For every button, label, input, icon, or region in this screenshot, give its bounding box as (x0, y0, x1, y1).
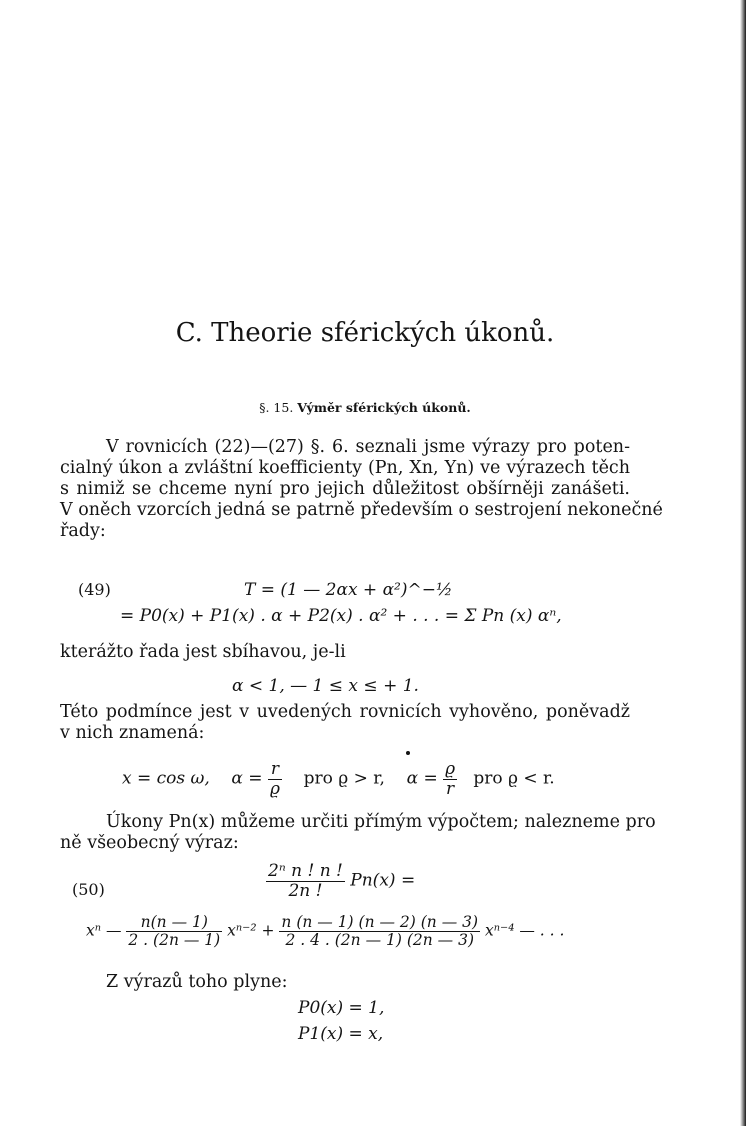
convergence-condition: α < 1, — 1 ≤ x ≤ + 1. (232, 676, 419, 696)
section-number: §. 15. (259, 400, 294, 415)
condition-text: pro ϱ < r. (473, 768, 555, 789)
equation-50-label: (50) (72, 880, 105, 899)
equation-50-lhs (266, 862, 415, 900)
equation-49-label: (49) (78, 580, 111, 599)
denominator: r (446, 778, 455, 799)
alpha-equals: α = (406, 768, 438, 789)
paragraph-direct (60, 812, 656, 854)
lhs-tail: Pn(x) = (350, 870, 416, 891)
text-line: v nich znamená: (60, 723, 205, 743)
term-1: xⁿ — (86, 921, 122, 940)
text-line: V oněch vzorcích jedná se patrně především o sestrojení nekonečné (60, 500, 663, 520)
text-line: cialný úkon a zvláštní koefficienty (Pn, Xn, Yn) ve výrazech těch (60, 458, 630, 478)
text-line: Této podmínce jest v uvedených rovnicích vyhověno, poněvadž (60, 702, 630, 722)
term-2: xⁿ⁻² + (227, 921, 275, 940)
numerator: 2ⁿ n ! n ! (268, 861, 343, 881)
result-p0: P0(x) = 1, (298, 998, 385, 1018)
term-3: xⁿ⁻⁴ — . . . (485, 921, 565, 940)
numerator: r (268, 760, 282, 780)
chapter-title: C. Theorie sférických úkonů. (175, 318, 555, 348)
text-line: kterážto řada jest sbíhavou, je-li (60, 642, 346, 662)
condition-text: pro ϱ > r, (303, 768, 385, 789)
text-line: řady: (60, 521, 106, 541)
paragraph-intro (60, 437, 663, 542)
section-title: Výměr sférických úkonů. (297, 400, 471, 415)
numerator: n(n — 1) (126, 914, 222, 932)
alpha-equals: α = (231, 768, 263, 789)
lhs-fraction (266, 862, 345, 900)
denominator: 2n ! (288, 880, 323, 901)
series-text (60, 642, 630, 663)
fraction-rho-over-r (443, 760, 457, 798)
page-edge-shadow (740, 0, 746, 1126)
fraction-r-over-rho (268, 760, 282, 798)
section-heading (0, 400, 730, 415)
numerator: n (n — 1) (n — 2) (n — 3) (281, 913, 479, 931)
coefficient-fraction-2 (279, 914, 480, 949)
denominator: 2 . (2n — 1) (128, 931, 221, 950)
text-line: Z výrazů toho plyne: (106, 972, 288, 992)
equation-49-line2: = P0(x) + P1(x) . α + P2(x) . α² + . . . = Σ Pn (x) αⁿ, (120, 606, 562, 626)
paragraph-condition (60, 702, 630, 744)
x-definition: x = cos ω, (122, 768, 210, 789)
text-line: Úkony Pn(x) můžeme určiti přímým výpočtem; nalezneme pro (106, 812, 656, 832)
text-line: V rovnicích (22)—(27) §. 6. seznali jsme výrazy pro poten- (106, 437, 630, 457)
follows-text (60, 972, 630, 993)
stray-dot (406, 751, 410, 755)
coefficient-fraction-1 (126, 914, 222, 949)
equation-49-line1: T = (1 — 2αx + α²)^−½ (244, 580, 453, 600)
denominator: 2 . 4 . (2n — 1) (2n — 3) (285, 931, 474, 950)
numerator: ϱ (445, 759, 456, 779)
text-line: s nimiž se chceme nyní pro jejich důležitost obšírněji zanášeti. (60, 479, 630, 499)
text-line: ně všeobecný výraz: (60, 833, 239, 853)
denominator: ϱ (269, 778, 280, 799)
meaning-equation (122, 760, 555, 798)
equation-50-rhs (86, 914, 564, 949)
result-p1: P1(x) = x, (298, 1024, 384, 1044)
